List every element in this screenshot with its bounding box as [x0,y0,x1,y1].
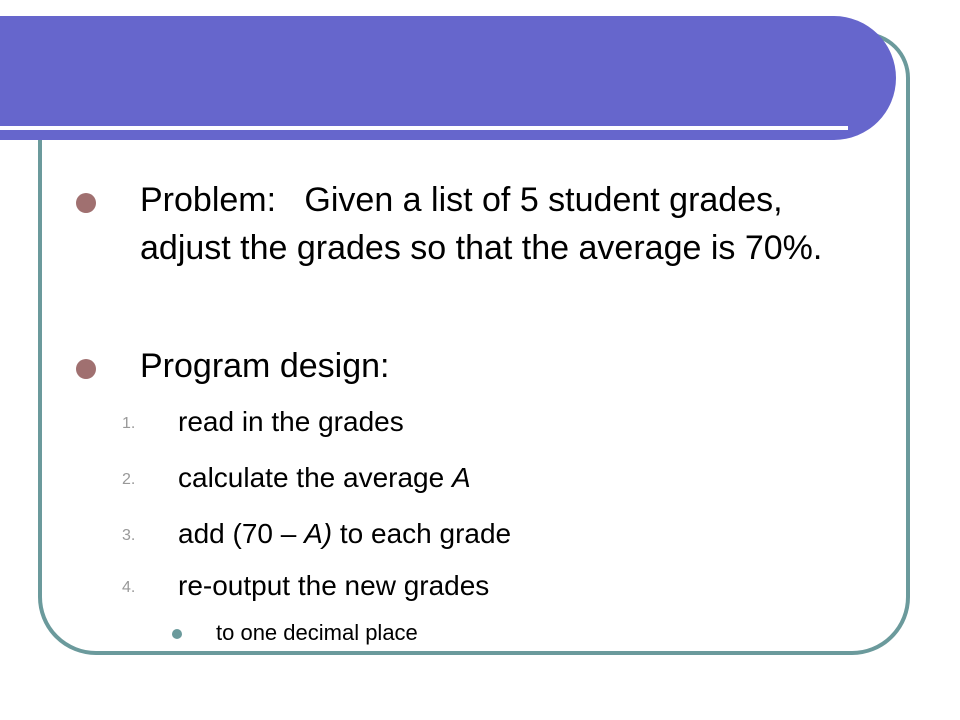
step-text-italic: A) [304,518,333,549]
step-text: re-output the new grades [178,570,490,601]
step-text: read in the grades [178,406,404,437]
bullet-text [140,176,860,272]
step-text [178,514,511,554]
step-number: 3. [122,527,136,544]
bullet-dot-icon [76,193,96,213]
bullet-dot-icon [76,359,96,379]
step-text-italic: A [451,462,471,493]
step-text-part: to each grade [332,518,512,549]
step-text-part: add (70 – [178,518,305,549]
problem-label: Problem: [140,181,277,219]
step-number: 2. [122,471,136,488]
title-banner [0,16,896,140]
sub-bullet-dot-icon [172,629,182,639]
sub-bullet-text: to one decimal place [216,620,418,645]
step-number: 1. [122,415,136,432]
banner-divider [0,126,848,130]
step-text-part: calculate the average [178,462,452,493]
step-number: 4. [122,579,136,596]
step-text [178,458,471,498]
program-design-label: Program design: [140,347,390,385]
problem-text: Given a list of 5 student grades, adjust the grades so that the average is 70%. [140,181,823,267]
